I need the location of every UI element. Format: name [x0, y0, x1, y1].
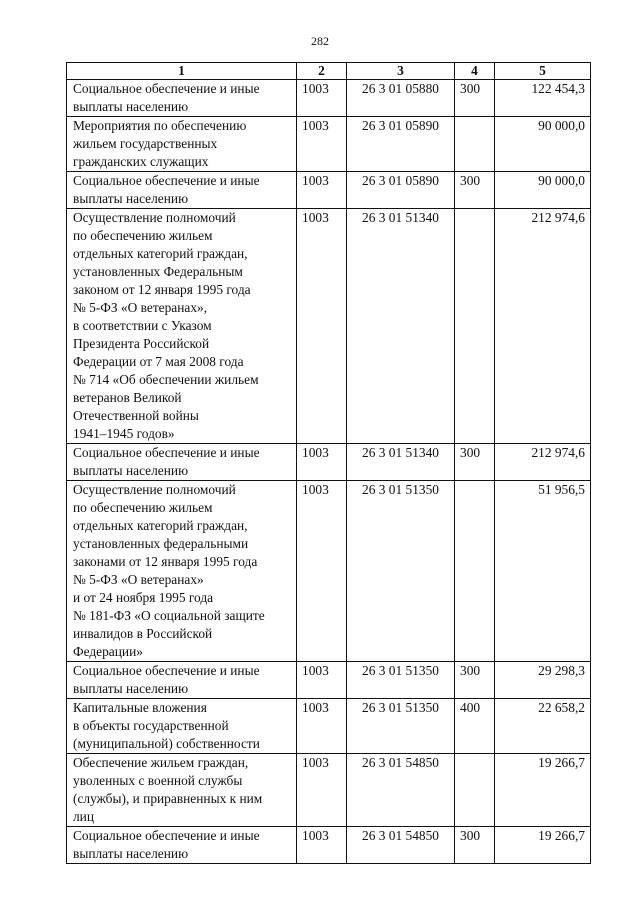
row-amount: 22 658,2 [495, 699, 591, 754]
table-row [67, 662, 591, 699]
row-code: 26 3 01 51340 [347, 444, 455, 481]
table-header [67, 63, 591, 80]
table-row [67, 699, 591, 754]
row-amount: 212 974,6 [495, 209, 591, 444]
row-type: 300 [455, 662, 495, 699]
row-type: 300 [455, 444, 495, 481]
row-code: 26 3 01 05890 [347, 117, 455, 172]
column-header-2: 2 [297, 63, 347, 80]
row-section: 1003 [297, 209, 347, 444]
row-amount: 29 298,3 [495, 662, 591, 699]
row-type: 300 [455, 827, 495, 864]
row-name: Социальное обеспечение и иные выплаты населению [67, 827, 297, 864]
row-code: 26 3 01 05890 [347, 172, 455, 209]
column-header-4: 4 [455, 63, 495, 80]
row-name: Мероприятия по обеспечению жильем государственных гражданских служащих [67, 117, 297, 172]
row-type: 400 [455, 699, 495, 754]
table-row [67, 444, 591, 481]
row-code: 26 3 01 54850 [347, 827, 455, 864]
row-name: Социальное обеспечение и иные выплаты населению [67, 662, 297, 699]
row-section: 1003 [297, 444, 347, 481]
row-amount: 19 266,7 [495, 754, 591, 827]
row-code: 26 3 01 51350 [347, 662, 455, 699]
row-section: 1003 [297, 699, 347, 754]
row-name: Социальное обеспечение и иные выплаты населению [67, 172, 297, 209]
row-amount: 51 956,5 [495, 481, 591, 662]
row-section: 1003 [297, 754, 347, 827]
row-code: 26 3 01 05880 [347, 80, 455, 117]
row-name: Осуществление полномочий по обеспечению жильем отдельных категорий граждан, установленных Федеральным законом от 12 января 1995 года № 5-ФЗ «О ветеранах», в соответствии с Указом Президента Российской Федерации от 7 мая 2008 года № 714 «Об обеспечении жильем ветеранов Великой Отечественной войны 1941–1945 годов» [67, 209, 297, 444]
row-amount: 212 974,6 [495, 444, 591, 481]
table-body [67, 80, 591, 864]
page-number: 282 [311, 34, 329, 48]
row-name: Обеспечение жильем граждан, уволенных с военной службы (службы), и приравненных к ним лиц [67, 754, 297, 827]
row-section: 1003 [297, 662, 347, 699]
column-header-3: 3 [347, 63, 455, 80]
row-name: Капитальные вложения в объекты государственной (муниципальной) собственности [67, 699, 297, 754]
row-type [455, 481, 495, 662]
row-type: 300 [455, 172, 495, 209]
table-row [67, 80, 591, 117]
table-row [67, 172, 591, 209]
row-section: 1003 [297, 481, 347, 662]
table-row [67, 827, 591, 864]
row-type: 300 [455, 80, 495, 117]
row-type [455, 754, 495, 827]
row-section: 1003 [297, 172, 347, 209]
header-row [67, 63, 591, 80]
row-name: Социальное обеспечение и иные выплаты населению [67, 80, 297, 117]
table-row [67, 754, 591, 827]
row-amount: 122 454,3 [495, 80, 591, 117]
column-header-1: 1 [67, 63, 297, 80]
row-amount: 19 266,7 [495, 827, 591, 864]
row-type [455, 117, 495, 172]
row-name: Социальное обеспечение и иные выплаты населению [67, 444, 297, 481]
row-section: 1003 [297, 80, 347, 117]
row-code: 26 3 01 54850 [347, 754, 455, 827]
table-row [67, 209, 591, 444]
row-code: 26 3 01 51340 [347, 209, 455, 444]
row-section: 1003 [297, 827, 347, 864]
row-section: 1003 [297, 117, 347, 172]
row-amount: 90 000,0 [495, 117, 591, 172]
row-name: Осуществление полномочий по обеспечению жильем отдельных категорий граждан, установленных федеральными законами от 12 января 1995 года № 5-ФЗ «О ветеранах» и от 24 ноября 1995 года № 181-ФЗ «О социальной защите инвалидов в Российской Федерации» [67, 481, 297, 662]
column-header-5: 5 [495, 63, 591, 80]
row-amount: 90 000,0 [495, 172, 591, 209]
table-row [67, 481, 591, 662]
row-code: 26 3 01 51350 [347, 699, 455, 754]
table-row [67, 117, 591, 172]
budget-table [66, 62, 591, 864]
row-code: 26 3 01 51350 [347, 481, 455, 662]
row-type [455, 209, 495, 444]
